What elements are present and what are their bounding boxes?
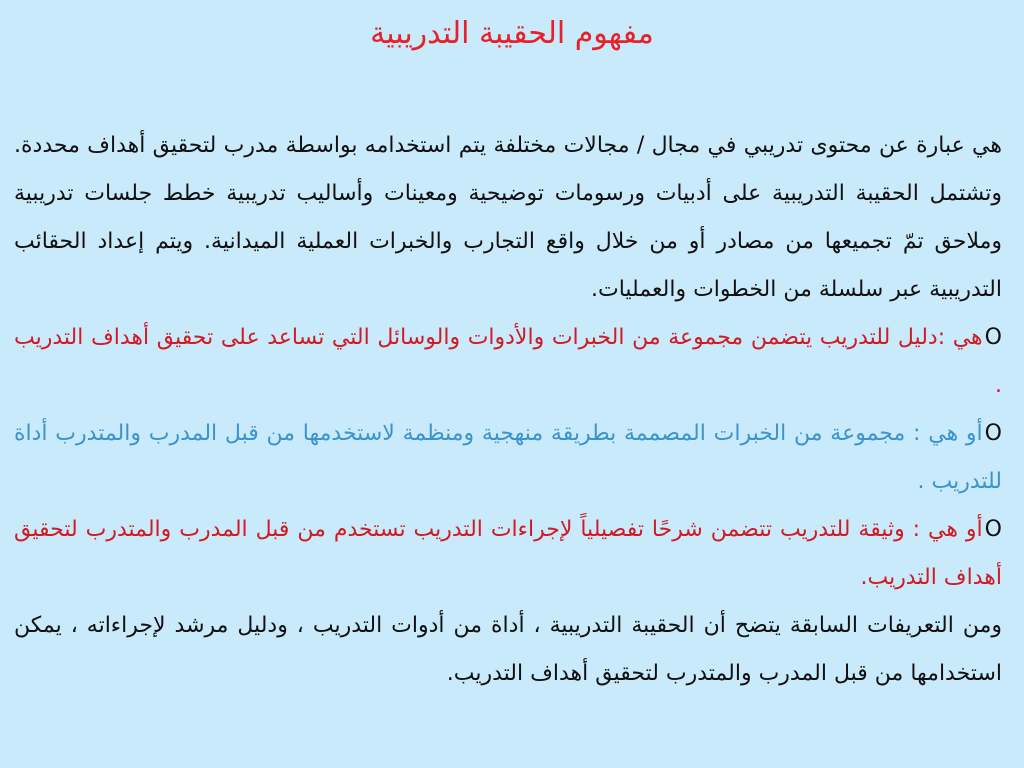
bullet-marker-icon: O <box>984 325 1002 350</box>
slide-body <box>14 122 1002 698</box>
bullet-text-2: أو هي : مجموعة من الخبرات المصممة بطريقة منهجية ومنظمة لاستخدمها من قبل المدرب والمتدرب أداة للتدريب . <box>14 421 1002 494</box>
bullet-text-1: هي :دليل للتدريب يتضمن مجموعة من الخبرات والأدوات والوسائل التي تساعد على تحقيق أهداف التدريب . <box>14 325 1002 398</box>
bullet-item-3 <box>14 506 1002 602</box>
bullet-text-3: أو هي : وثيقة للتدريب تتضمن شرحًا تفصيلياً لإجراءات التدريب تستخدم من قبل المدرب والمتدرب لتحقيق أهداف التدريب. <box>14 517 1002 590</box>
conclusion-paragraph: ومن التعريفات السابقة يتضح أن الحقيبة التدريبية ، أداة من أدوات التدريب ، ودليل مرشد لإجراءاته ، يمكن استخدامها من قبل المدرب والمتدرب لتحقيق أهداف التدريب. <box>14 613 1002 686</box>
definition-paragraph: هي عبارة عن محتوى تدريبي في مجال / مجالات مختلفة يتم استخدامه بواسطة مدرب لتحقيق أهداف محددة. وتشتمل الحقيبة التدريبية على أدبيات ورسومات توضيحية ومعينات وأساليب تدريبية خطط جلسات تدريبية وملاحق تمّ تجميعها من مصادر أو من خلال واقع التجارب والخبرات العملية الميدانية. ويتم إعداد الحقائب التدريبية عبر سلسلة من الخطوات والعمليات. <box>14 133 1002 302</box>
bullet-item-2 <box>14 410 1002 506</box>
bullet-marker-icon: O <box>984 517 1002 542</box>
slide-title: مفهوم الحقيبة التدريبية <box>370 16 654 51</box>
bullet-marker-icon: O <box>984 421 1002 446</box>
bullet-item-1 <box>14 314 1002 410</box>
